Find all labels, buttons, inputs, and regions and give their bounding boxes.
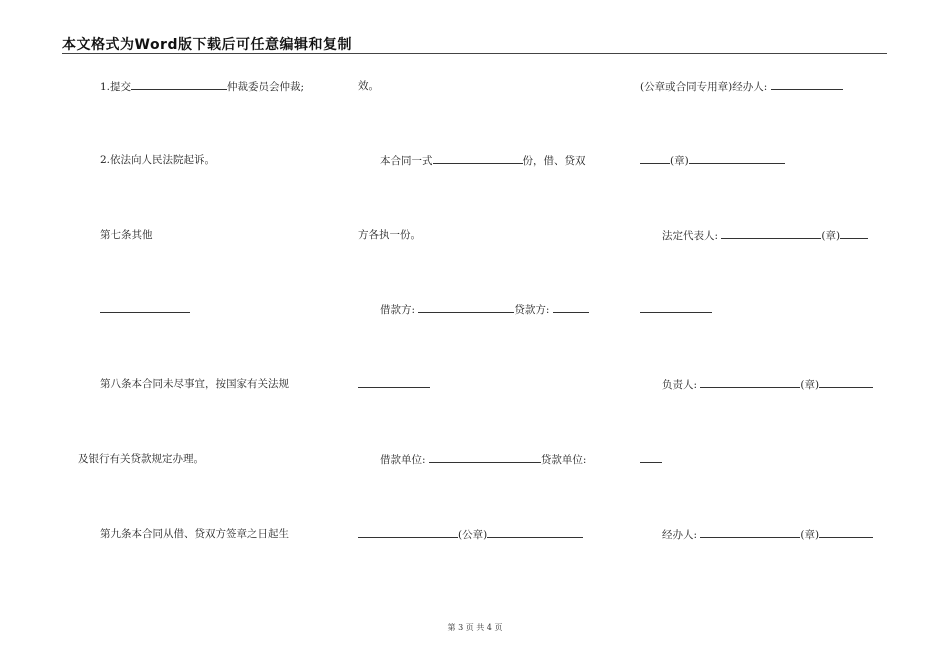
col2-line-1: 效。	[358, 80, 379, 92]
col1-line-6: 及银行有关贷款规定办理。	[78, 453, 204, 465]
blank-underline	[640, 153, 670, 164]
text: 负责人:	[662, 379, 698, 391]
text: 贷款方:	[514, 304, 550, 316]
col1-line-4	[78, 302, 190, 317]
blank-underline	[721, 228, 821, 239]
text: 贷款单位:	[540, 454, 587, 466]
col3-line-4	[640, 302, 712, 317]
text: 本合同一式	[380, 155, 433, 167]
blank-underline	[433, 153, 523, 164]
blank-underline	[689, 153, 785, 164]
header-rule	[62, 53, 887, 54]
text: (公章)	[458, 529, 488, 541]
col2-line-7	[358, 527, 583, 542]
text: 仲裁委员会仲裁;	[227, 81, 305, 93]
blank-underline	[700, 527, 800, 538]
blank-underline	[358, 377, 430, 388]
col1-line-5: 第八条本合同未尽事宜，按国家有关法规	[100, 378, 289, 390]
col2-line-6	[358, 452, 586, 467]
col3-line-6	[640, 452, 662, 467]
col2-line-3: 方各执一份。	[358, 229, 421, 241]
text: 借款单位:	[380, 454, 426, 466]
blank-underline	[640, 452, 662, 463]
blank-underline	[487, 527, 583, 538]
text: (章)	[821, 230, 841, 242]
blank-underline	[840, 228, 868, 239]
col1-line-3: 第七条其他	[100, 229, 153, 241]
text: 1.提交	[100, 81, 132, 93]
blank-underline	[418, 302, 514, 313]
col1-line-7: 第九条本合同从借、贷双方签章之日起生	[100, 528, 289, 540]
col2-line-2	[358, 153, 586, 168]
col1-line-1	[78, 79, 304, 94]
text: (公章或合同专用章)经办人:	[640, 81, 768, 93]
text: 经办人:	[662, 529, 698, 541]
col2-line-4	[358, 302, 589, 317]
blank-underline	[131, 79, 227, 90]
page-number: 第 3 页 共 4 页	[447, 623, 503, 632]
blank-underline	[819, 527, 873, 538]
text: 份，借、贷双	[522, 155, 586, 167]
text: (章)	[800, 529, 820, 541]
blank-underline	[700, 377, 800, 388]
document-header: 本文格式为Word版下载后可任意编辑和复制	[62, 37, 352, 53]
blank-underline	[640, 302, 712, 313]
text: 借款方:	[380, 304, 416, 316]
blank-underline	[429, 452, 541, 463]
blank-underline	[771, 79, 843, 90]
col3-line-1	[640, 79, 843, 94]
blank-underline	[819, 377, 873, 388]
col3-line-2	[640, 153, 785, 168]
col1-line-2: 2.依法向人民法院起诉。	[100, 154, 216, 166]
col3-line-3	[640, 228, 868, 243]
col3-line-7	[640, 527, 873, 542]
text: (章)	[670, 155, 689, 167]
text: 法定代表人:	[662, 230, 719, 242]
col3-line-5	[640, 377, 873, 392]
col2-line-5	[358, 377, 430, 392]
blank-underline	[100, 302, 190, 313]
blank-underline	[358, 527, 458, 538]
blank-underline	[553, 302, 589, 313]
text: (章)	[800, 379, 820, 391]
